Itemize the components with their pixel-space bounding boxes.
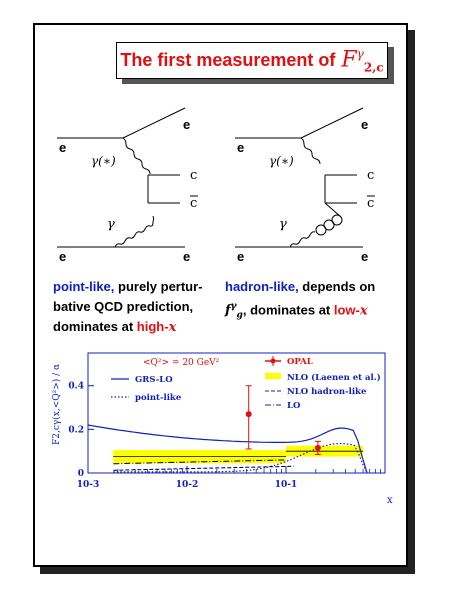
legend-opal: OPAL [287,357,313,367]
title-symbol: $F^\gamma_{2,c}$ [341,46,384,75]
right-c: c [367,168,375,183]
right-line2-math2: x [359,303,368,319]
y-axis-label: F2,cγ(x,<Q²>) / α [52,363,62,445]
left-line1: purely pertur- [114,279,203,294]
left-cbar: c [190,196,198,211]
title-text: The first measurement of [120,50,336,70]
left-line3: dominates at [53,319,137,334]
legend-point-like: point-like [135,393,182,403]
x-axis-label: x [387,495,393,506]
left-gamma: γ [107,217,115,232]
legend-nlo-hadron: NLO hadron-like [287,387,367,397]
right-e-in: e [237,140,245,155]
chart [35,25,406,565]
right-line2-red: low- [333,302,360,318]
legend-nlo: NLO (Laenen et al.) [287,373,381,383]
left-e-in-bottom: e [59,249,67,264]
left-c: c [190,168,198,183]
ytick-label-0: 0 [77,469,84,479]
right-gamma-star: γ(∗) [269,154,294,168]
xtick-label-0: 10-3 [76,480,100,490]
legend-lo: LO [287,401,301,411]
legend-nlo-swatch [265,373,281,379]
right-cbar: c [367,196,375,211]
left-gamma-star: γ(∗) [91,154,116,168]
right-e-out: e [361,117,369,132]
left-line3-red: high- [136,319,169,334]
right-line1: depends on [298,279,376,294]
right-gamma: γ [279,217,287,232]
left-e-out: e [183,117,191,132]
opal-point-1 [315,445,321,451]
xtick-label-2: 10-1 [274,480,298,490]
right-e-out-bottom: e [361,249,369,264]
left-highlight: point-like, [53,279,115,294]
legend-grs-lo: GRS-LO [135,375,173,385]
left-line2: bative QCD prediction, [53,299,194,314]
right-highlight: hadron-like, [225,279,299,294]
xtick-label-1: 10-2 [175,480,199,490]
opal-point-0 [246,411,252,417]
right-line2-math: $f^\gamma_g$ [225,302,243,321]
left-e-in: e [59,140,67,155]
ytick-label-2: 0.4 [68,381,84,392]
curve-nlo-hadron [113,466,293,470]
left-line3-math: x [168,320,177,335]
q2-label: <Q²> = 20 GeV² [143,358,220,368]
ytick-label-1: 0.2 [68,425,84,436]
right-line2: , dominates at [242,302,334,318]
left-e-out-bottom: e [183,249,191,264]
right-e-in-bottom: e [237,249,245,264]
slide [33,23,408,567]
